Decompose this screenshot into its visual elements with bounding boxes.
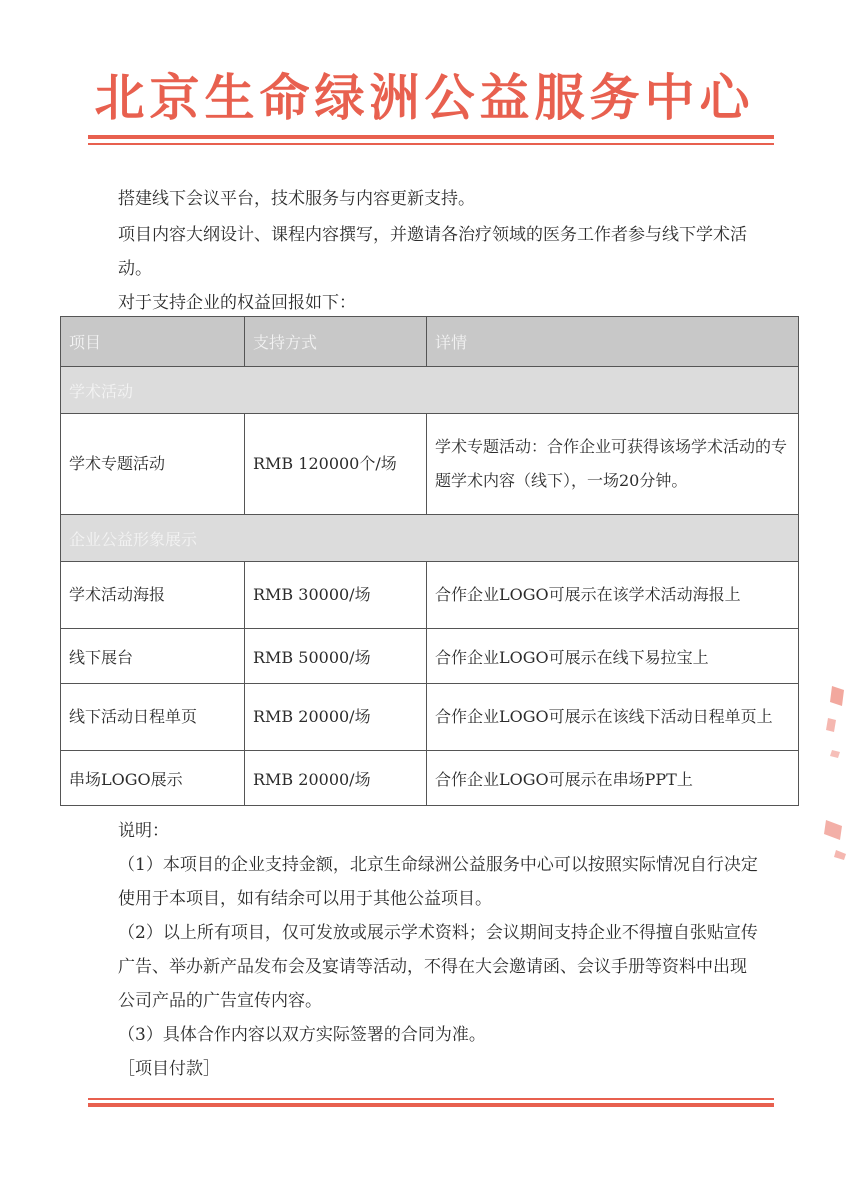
seal-stamp-fragment-icon — [818, 680, 849, 860]
row-method: RMB 30000/场 — [245, 562, 427, 629]
row-item: 串场LOGO展示 — [61, 751, 245, 806]
row-detail: 合作企业LOGO可展示在串场PPT上 — [427, 751, 799, 806]
section-title: 学术活动 — [61, 367, 799, 414]
intro-line-2: 项目内容大纲设计、课程内容撰写，并邀请各治疗领域的医务工作者参与线下学术活动。 — [118, 225, 747, 279]
table-row — [61, 684, 799, 751]
row-item: 学术专题活动 — [61, 414, 245, 515]
notes-heading: 说明： — [118, 821, 169, 841]
footer-rule-thin — [88, 1098, 774, 1100]
intro-line-1: 搭建线下会议平台，技术服务与内容更新支持。 — [118, 189, 475, 209]
section-row-image — [61, 515, 799, 562]
row-detail: 合作企业LOGO可展示在该学术活动海报上 — [427, 562, 799, 629]
section-title: 企业公益形象展示 — [61, 515, 799, 562]
row-method: RMB 120000个/场 — [245, 414, 427, 515]
note-2: （2）以上所有项目，仅可发放或展示学术资料；会议期间支持企业不得擅自张贴宣传广告、举办新产品发布会及宴请等活动，不得在大会邀请函、会议手册等资料中出现公司产品的广告宣传内容。 — [118, 923, 758, 1011]
row-item: 线下展台 — [61, 629, 245, 684]
benefits-table — [60, 316, 799, 806]
note-4: ［项目付款］ — [118, 1059, 220, 1079]
row-method: RMB 20000/场 — [245, 684, 427, 751]
table-row — [61, 751, 799, 806]
table-row — [61, 414, 799, 515]
header-method: 支持方式 — [245, 317, 427, 367]
table-row — [61, 629, 799, 684]
row-item: 学术活动海报 — [61, 562, 245, 629]
row-method: RMB 50000/场 — [245, 629, 427, 684]
row-detail: 合作企业LOGO可展示在线下易拉宝上 — [427, 629, 799, 684]
note-3: （3）具体合作内容以双方实际签署的合同为准。 — [118, 1025, 486, 1045]
letterhead-rule-thick — [88, 135, 774, 139]
footer-rule-thick — [88, 1103, 774, 1107]
row-method: RMB 20000/场 — [245, 751, 427, 806]
row-item: 线下活动日程单页 — [61, 684, 245, 751]
row-detail: 合作企业LOGO可展示在该线下活动日程单页上 — [427, 684, 799, 751]
section-row-academic — [61, 367, 799, 414]
intro-line-3: 对于支持企业的权益回报如下： — [118, 293, 356, 313]
table-header-row — [61, 317, 799, 367]
header-item: 项目 — [61, 317, 245, 367]
table-row — [61, 562, 799, 629]
notes-block — [118, 814, 758, 1086]
letterhead-title: 北京生命绿洲公益服务中心 — [94, 69, 755, 127]
row-detail: 学术专题活动：合作企业可获得该场学术活动的专题学术内容（线下），一场20分钟。 — [427, 414, 799, 515]
header-detail: 详情 — [427, 317, 799, 367]
note-1: （1）本项目的企业支持金额，北京生命绿洲公益服务中心可以按照实际情况自行决定使用于本项目，如有结余可以用于其他公益项目。 — [118, 855, 758, 909]
letterhead-rule-thin — [88, 143, 774, 145]
benefits-table-wrap — [60, 316, 799, 806]
